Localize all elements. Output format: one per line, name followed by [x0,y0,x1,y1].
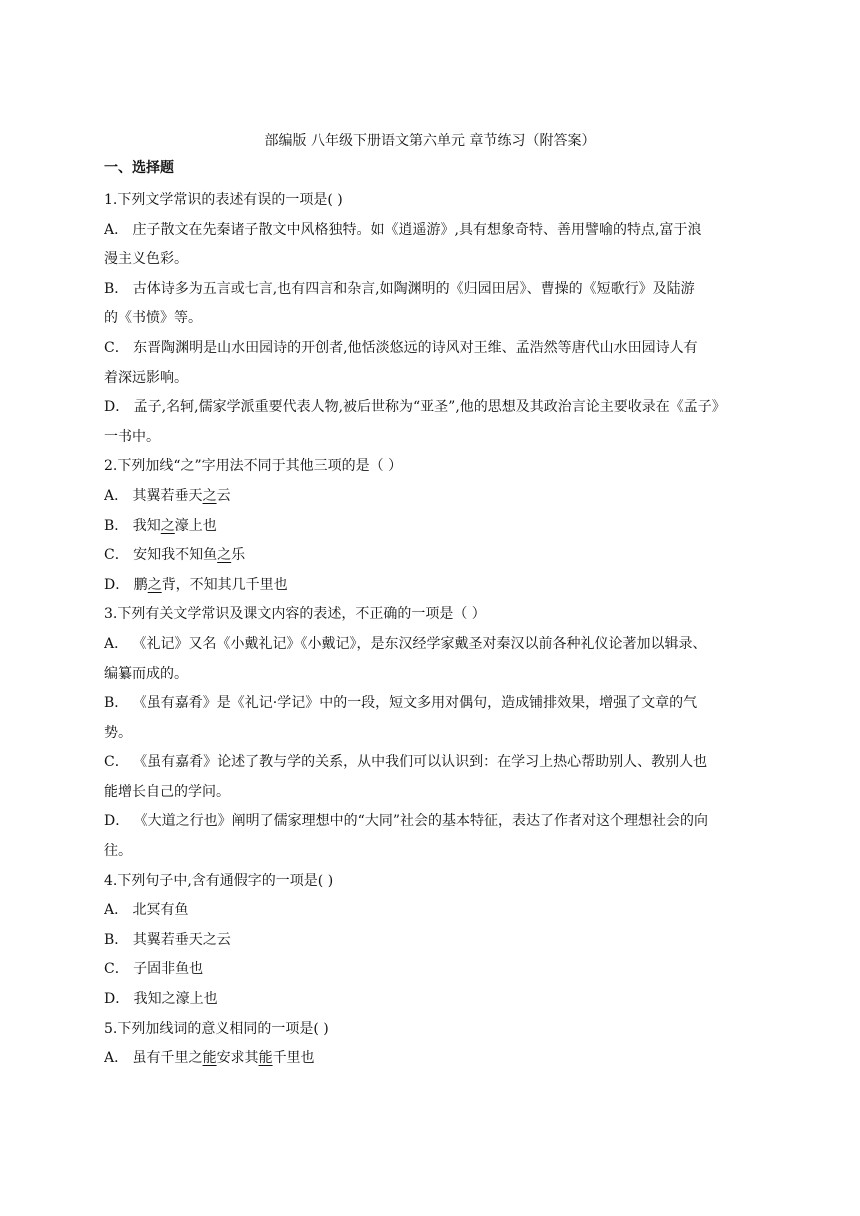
option-b-line-2: 势。 [104,724,132,741]
option-text: D． 鹏 [104,576,148,593]
option-a-line-1: A． 庄子散文在先秦诸子散文中风格独特。如《逍遥游》,具有想象奇特、善用譬喻的特点,富于浪 [104,221,702,238]
option-a-line-1: A． 《礼记》又名《小戴礼记》《小戴记》，是东汉经学家戴圣对秦汉以前各种礼仪论著加以辑录、 [104,635,707,652]
option-c-line-2: 能增长自己的学问。 [104,783,230,800]
document-title: 部编版 八年级下册语文第六单元 章节练习（附答案） [264,133,596,149]
option-text: B． 我知 [104,517,161,534]
option-b-line-1: B． 古体诗多为五言或七言,也有四言和杂言,如陶渊明的《归园田居》、曹操的《短歌行》及陆游 [104,280,695,297]
option-text: 乐 [231,547,246,564]
option-text: C． 安知我不知鱼 [104,547,218,564]
option-d-line-1: D． 《大道之行也》阐明了儒家理想中的“大同”社会的基本特征，表达了作者对这个理想社会的向 [104,813,708,830]
question-5 [104,1015,760,1074]
option-c-line-2: 着深远影响。 [104,369,188,386]
option-text: 云 [216,487,231,504]
option-c-line-1: C． 东晋陶渊明是山水田园诗的开创者,他恬淡悠远的诗风对王维、孟浩然等唐代山水田园诗人有 [104,339,698,356]
option-text: 濠上也 [174,517,217,534]
question-stem: 4.下列句子中,含有通假字的一项是( ) [104,872,334,889]
option-a-line-2: 编纂而成的。 [104,665,188,682]
option-c-line-1: C． 《虽有嘉肴》论述了教与学的关系，从中我们可以认识到：在学习上热心帮助别人、教别人也 [104,754,708,771]
option-b-line-1: B． 《虽有嘉肴》是《礼记·学记》中的一段，短文多用对偶句，造成铺排效果，增强了文章的气 [104,695,698,712]
option-text: 安求其 [216,1050,259,1067]
option-a-line-2: 漫主义色彩。 [104,251,188,268]
option-a [104,1044,760,1074]
underlined-word: 能 [202,1050,217,1067]
option-d-line-2: 一书中。 [104,428,160,445]
option-d: D． 我知之濠上也 [104,991,218,1008]
underlined-word: 能 [258,1050,273,1067]
document-content [104,158,760,1074]
option-text: 背，不知其几千里也 [161,576,288,593]
option-d-line-2: 往。 [104,843,132,860]
underlined-word: 之 [160,517,175,534]
option-b [104,512,760,542]
option-a: A． 北冥有鱼 [104,902,189,919]
option-c [104,541,760,571]
question-4 [104,867,760,1015]
option-b-line-2: 的《书愤》等。 [104,310,202,327]
option-d-line-1: D． 孟子,名轲,儒家学派重要代表人物,被后世称为“亚圣”,他的思想及其政治言论主要收录在《孟子》 [104,399,726,416]
option-b: B． 其翼若垂天之云 [104,931,231,948]
underlined-word: 之 [217,547,232,564]
question-2 [104,452,760,600]
option-a [104,482,760,512]
question-stem: 2.下列加线“之”字用法不同于其他三项的是（ ） [104,458,403,475]
option-text: 千里也 [272,1050,315,1067]
question-1 [104,186,760,452]
question-stem: 3.下列有关文学常识及课文内容的表述，不正确的一项是（ ） [104,606,486,623]
option-d [104,571,760,601]
option-c: C． 子固非鱼也 [104,961,204,978]
question-stem: 1.下列文学常识的表述有误的一项是( ) [104,192,343,208]
question-3 [104,600,760,866]
option-text: A． 其翼若垂天 [104,487,203,504]
section-heading: 一、选择题 [104,160,174,176]
underlined-word: 之 [202,487,217,504]
option-text: A． 虽有千里之 [104,1050,203,1067]
underlined-word: 之 [147,576,162,593]
question-stem: 5.下列加线词的意义相同的一项是( ) [104,1020,329,1037]
